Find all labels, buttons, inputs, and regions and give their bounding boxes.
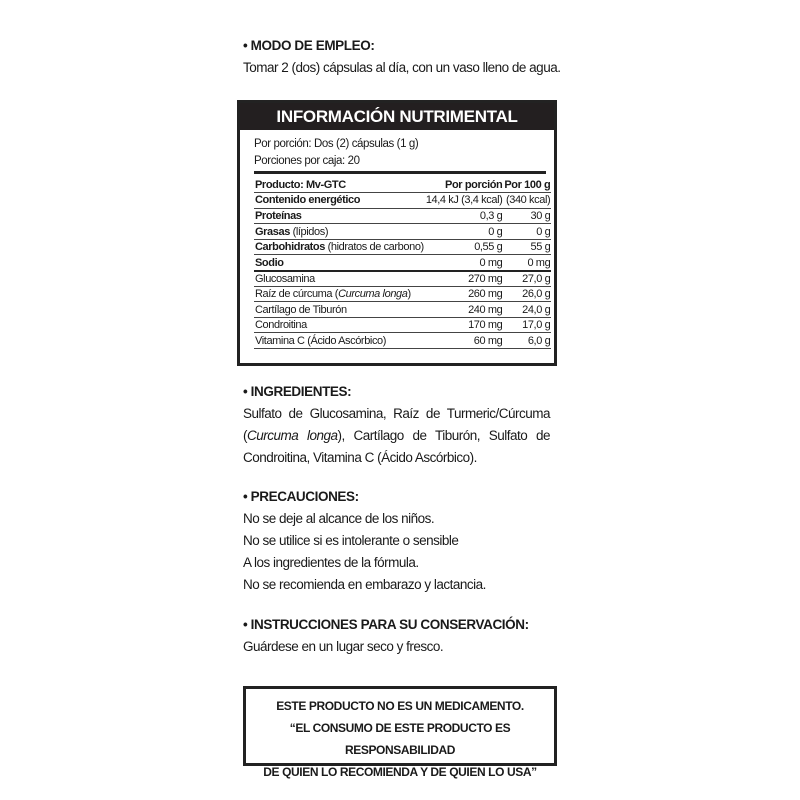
nutrition-facts-panel: [237, 100, 557, 366]
divider: [254, 171, 546, 174]
nutrient-label: Proteínas: [255, 209, 302, 222]
nutrient-label: Cartílago de Tiburón: [255, 303, 347, 316]
table-row: [254, 317, 551, 333]
nutrient-label: (hidratos de carbono): [324, 241, 424, 254]
nutrient-label: Condroitina: [255, 319, 307, 332]
table-row: [254, 302, 551, 318]
nutrient-name: [254, 333, 425, 349]
col-per-100g: Por 100 g: [503, 177, 551, 193]
ingredients-part: Sulfato de Glucosamina, Raíz de Turmeric/Cúrcuma (: [243, 406, 550, 443]
precaution-line: No se recomienda en embarazo y lactancia.: [243, 577, 486, 592]
nutrient-latin-name: Curcuma longa: [338, 287, 408, 300]
precautions-list: [243, 508, 486, 596]
per-serving-value: 260 mg: [425, 286, 504, 302]
ingredients-latin-name: Curcuma longa: [247, 428, 338, 443]
nutrient-label: Grasas: [255, 225, 290, 238]
per-100g-value: 24,0 g: [503, 302, 551, 318]
precaution-line: No se deje al alcance de los niños.: [243, 511, 435, 526]
per-100g-value: 27,0 g: [503, 271, 551, 287]
per-serving-value: 60 mg: [425, 333, 504, 349]
ingredients-text: [243, 403, 550, 469]
nutrient-label: Vitamina C (Ácido Ascórbico): [255, 334, 387, 347]
per-100g-value: 26,0 g: [503, 286, 551, 302]
nutrient-name: [254, 224, 425, 240]
nutrition-title: INFORMACIÓN NUTRIMENTAL: [240, 103, 554, 130]
col-per-serving: Por porción: [425, 177, 504, 193]
warning-box: [243, 686, 557, 779]
nutrient-name: [254, 208, 425, 224]
nutrient-label: Glucosamina: [255, 272, 315, 285]
per-100g-value: 0 mg: [503, 255, 551, 271]
per-serving-value: 270 mg: [425, 271, 504, 287]
nutrient-name: [254, 193, 425, 209]
table-header: [254, 177, 551, 193]
per-100g-value: 0 g: [503, 224, 551, 240]
nutrient-name: [254, 271, 425, 287]
warning-line: DE QUIEN LO RECOMIENDA Y DE QUIEN LO USA”: [263, 765, 537, 779]
storage-text: Guárdese en un lugar seco y fresco.: [243, 639, 444, 654]
ingredients-heading: • INGREDIENTES:: [243, 384, 352, 399]
servings-per-box: Porciones por caja: 20: [254, 155, 360, 167]
table-row: [254, 286, 551, 302]
per-serving-value: 0,3 g: [425, 208, 504, 224]
per-serving-value: 14,4 kJ (3,4 kcal): [425, 194, 503, 207]
warning-line: “EL CONSUMO DE ESTE PRODUCTO ES RESPONSABILIDAD: [289, 721, 511, 757]
ingredients-part: ), Cartílago de Tiburón, Sulfato de Condroitina, Vitamina C (Ácido Ascórbico).: [243, 428, 551, 465]
nutrient-label: ): [407, 287, 411, 300]
precaution-line: No se utilice si es intolerante o sensible: [243, 533, 459, 548]
precaution-line: A los ingredientes de la fórmula.: [243, 555, 419, 570]
table-row: [254, 255, 551, 271]
nutrient-name: [254, 302, 425, 318]
usage-text: Tomar 2 (dos) cápsulas al día, con un vaso lleno de agua.: [243, 60, 561, 75]
precautions-heading: • PRECAUCIONES:: [243, 489, 359, 504]
col-product: Producto: Mv-GTC: [254, 177, 425, 193]
nutrient-name: [254, 286, 425, 302]
per-serving-value: 0,55 g: [425, 239, 504, 255]
table-row: [254, 224, 551, 240]
table-row: [254, 193, 551, 209]
table-row: [254, 208, 551, 224]
nutrient-name: [254, 239, 425, 255]
serving-size: Por porción: Dos (2) cápsulas (1 g): [254, 138, 419, 150]
nutrition-table: [254, 177, 551, 349]
per-100g-value: 17,0 g: [503, 317, 551, 333]
nutrient-label: (lípidos): [289, 225, 329, 238]
nutrient-label: Sodio: [255, 256, 284, 269]
per-serving-value: 0 g: [425, 224, 504, 240]
nutrient-label: Carbohidratos: [255, 241, 325, 254]
nutrient-label: Raíz de cúrcuma (: [255, 287, 339, 300]
per-serving-value: 0 mg: [425, 255, 504, 271]
table-row: [254, 239, 551, 255]
nutrient-label: Contenido energético: [255, 194, 361, 207]
table-row: [254, 333, 551, 349]
per-serving-value: 170 mg: [425, 317, 504, 333]
per-100g-value: 55 g: [503, 239, 551, 255]
per-100g-value: (340 kcal): [503, 193, 551, 209]
table-row: [254, 271, 551, 287]
nutrient-name: [254, 317, 425, 333]
storage-heading: • INSTRUCCIONES PARA SU CONSERVACIÓN:: [243, 617, 529, 632]
per-serving-value: 240 mg: [425, 302, 504, 318]
warning-line: ESTE PRODUCTO NO ES UN MEDICAMENTO.: [276, 699, 524, 713]
per-100g-value: 6,0 g: [503, 333, 551, 349]
usage-heading: • MODO DE EMPLEO:: [243, 38, 375, 53]
nutrient-name: [254, 255, 425, 271]
per-100g-value: 30 g: [503, 208, 551, 224]
